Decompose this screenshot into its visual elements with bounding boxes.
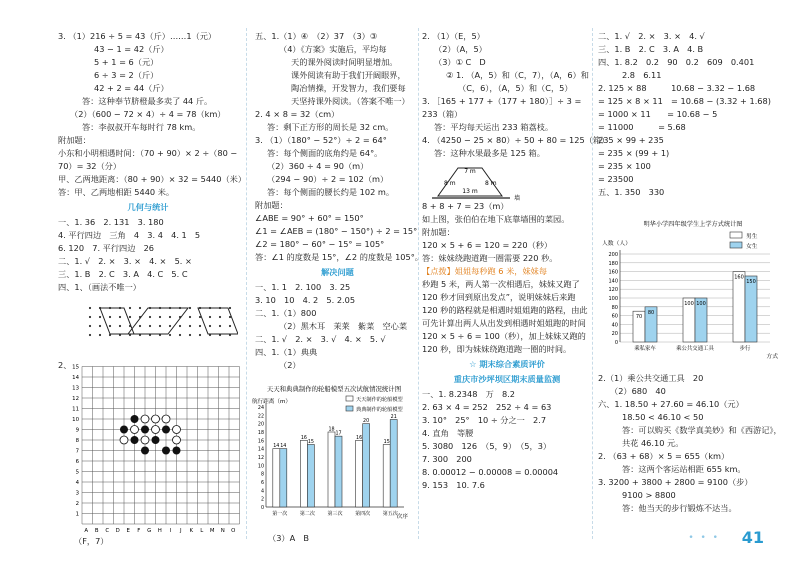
text-line: 陶冶情操，开发智力，我们要每 [291,83,406,93]
grid-dot [189,325,191,327]
y-tick-label: 40 [611,322,618,329]
grid-dot [229,307,231,309]
text-line: （294 − 90）÷ 2 = 102（m） [267,174,389,184]
grid-answer: （F，7） [74,536,109,546]
text-line: ∠ABE = 90° + 60° = 150° [255,213,364,223]
text-line: 3. 10° 25° 10 ÷ 分之一 2.7 [422,415,547,425]
text-line: 2.（1）乘公共交通工具 20 [598,373,704,383]
grid-dot [109,316,111,318]
y-tick-label: 7 [75,448,79,455]
text-line: 附加题： [58,135,91,145]
text-line: （2）（600 − 72 × 4）÷ 4 = 78（km） [70,109,226,119]
text-line: 答：妹妹绕跑道跑一圈需要 220 秒。 [422,253,558,263]
column-divider [592,28,593,539]
white-piece [141,436,149,444]
trap-bottom-label: 13 m [462,188,478,195]
text-line: 答：这种奉节脐橙最多卖了 44 斤。 [82,96,213,106]
data-label: 18 [328,427,335,433]
y-tick-label: 16 [257,439,264,445]
text-line: = 125 × 8 × 11 = 10.68 − (3.32 + 1.68) [598,96,771,106]
x-tick-label: B [94,528,99,534]
text-line: 9100 > 8800 [622,490,676,500]
x-tick-label: I [169,528,172,534]
x-tick-label: 第五次 [382,511,398,517]
bar [733,272,745,342]
grid-dot [209,325,211,327]
text-line: 答：每个侧面的底角约是 64°。 [267,148,383,158]
data-label: 14 [273,444,280,450]
y-tick-label: 22 [257,414,264,420]
data-label: 17 [335,431,342,437]
text-line: 233（箱） [422,109,463,119]
text-line: 答：李叔叔开车每时行 78 km。 [82,122,201,132]
text-line: 5 + 1 = 6（元） [94,57,159,67]
x-tick-label: 第二次 [299,511,315,517]
grid-dot [199,325,201,327]
text-line: 四、1、（画法不唯一） [58,282,141,292]
text-line: ∠1 = ∠AEB = (180° − 150°) ÷ 2 = 15° [255,226,418,236]
text-line: ② 1. （A，5）和（C，7），（A，6）和 [446,70,589,80]
data-label: 15 [383,440,390,445]
text-line: 5. 3080 126 （5，9） （5，3） [422,441,552,451]
y-tick-label: 60 [611,313,618,320]
grid-dot [169,334,171,336]
data-label: 15 [307,440,314,445]
legend-label: 女生 [746,244,758,250]
chart-title: 明华小学四年级学生上学方式统计图 [643,221,743,228]
text-line: 二、1. √ 2. × 3. √ 4. × 5. √ [255,334,386,344]
y-tick-label: 8 [75,438,79,444]
text-line: = 1000 × 11 = 10.68 − 5 [598,109,718,119]
grid-dot [99,325,101,327]
text-line: 一、1. 1 2. 100 3. 25 [255,282,351,292]
x-tick-label: M [209,528,215,534]
text-line: 42 + 2 = 44（斤） [94,83,169,93]
bar [363,424,370,507]
white-piece [131,426,139,434]
y-tick-label: 15 [72,364,79,371]
text-line: 答：∠1 的度数是 15°，∠2 的度数是 105°。 [255,252,423,262]
commute-bar-chart [598,218,788,372]
white-piece [141,415,149,423]
y-tick-label: 5 [75,469,79,476]
grid-dot [179,325,181,327]
y-tick-label: 180 [608,260,618,267]
text-line: 3. ［165 + 177 +（177 + 180）］÷ 3 = [422,96,582,106]
text-line: 120 秒的路程就是相遇时姐姐跑的路程，由此 [422,305,588,315]
black-piece [162,426,170,434]
text-line: 2. （1）（E，5） [422,31,485,41]
bar [300,440,307,507]
column-4-lower [598,372,788,515]
text-line: 可先计算出两人从出发到相遇时姐姐跑的时间 [422,318,586,328]
text-line: 3. （1）216 ÷ 5 = 43（斤）……1（元） [58,31,217,41]
text-line: 70）= 32（分） [58,161,122,171]
text-line: 答：每个侧面的腰长约是 102 m。 [267,187,395,197]
text-line: 附加题： [422,227,455,237]
parallelogram-shape [100,308,134,334]
text-line: 小东和小明相遇时间：（70 + 90）× 2 ÷（80 − [58,148,238,158]
y-tick-label: 11 [72,406,79,413]
bar [390,420,397,508]
text-line: 235 × 99 + 235 [598,135,664,145]
text-line: 课外阅读有助于我们开阔眼界， [291,70,406,80]
x-tick-label: 步行 [739,346,751,352]
y-tick-label: 13 [72,385,79,392]
x-tick-label: A [84,528,89,534]
page-number: 41 [741,528,764,547]
grid-dot [149,325,151,327]
y-tick-label: 20 [611,331,618,338]
text-line: 120 秒才回到原出发点”，说明妹妹后来跑 [422,292,576,302]
text-line: （2）680 40 [610,386,666,396]
y-tick-label: 12 [257,456,264,461]
text-line: 三、1. B 2. C 3. A 4. C 5. C [58,269,188,279]
text-line: （2）（A，5） [434,44,487,54]
grid-dot [119,325,121,327]
grid-dot [139,325,141,327]
x-tick-label: 第四次 [355,511,371,517]
white-piece [162,415,170,423]
grid-dot [159,316,161,318]
parallelogram-shape [128,308,188,334]
legend-swatch-tiantian [346,396,353,401]
text-line: 3. 10 10 4. 2 5. 2.05 [255,295,356,305]
text-line: 3. 3200 + 3800 + 2800 = 9100（步） [598,477,753,487]
data-label: 70 [635,314,643,321]
text-line: = 11000 = 5.68 [598,122,686,132]
text-line: （3）A B [268,533,309,543]
text-line: 2. 4 × 8 = 32（cm） [255,109,340,119]
text-line: = 235 × 100 [598,161,651,171]
text-line: 答：他当天的步行锻炼不达当。 [622,503,737,513]
black-piece [173,447,181,455]
x-tick-label: N [220,528,225,534]
y-tick-label: 6 [75,459,79,465]
text-line: 四、1. 8.2 0.2 90 0.2 609 0.401 [598,57,755,67]
column-4 [598,30,788,199]
grid-dot [119,316,121,318]
x-tick-label: 乘私家车 [634,346,656,352]
y-tick-label: 12 [72,396,79,402]
bar [745,276,757,342]
black-piece [152,436,160,444]
y-tick-label: 20 [257,422,264,428]
legend-label: 男生 [746,234,758,240]
column-1 [58,30,247,294]
y-tick-label: 2 [260,497,264,503]
text-line: = 235 × (99 + 1) [598,148,670,158]
text-line: 六、1. 18.50 + 27.60 = 46.10（元） [598,399,744,409]
white-piece [152,415,160,423]
bar [335,436,342,507]
text-line: 答：可以购买《数学真美妙》和《西游记》， [622,425,782,435]
y-tick-label: 18 [257,431,264,436]
text-line: 答：平均每天运出 233 箱荔枝。 [434,122,554,132]
grid-dot [89,307,91,309]
text-line: （2）360 ÷ 4 = 90（m） [267,161,369,171]
x-tick-label: F [137,528,141,534]
x-tick-label: E [126,528,130,534]
section-heading: ☆ 期末综合素质评价 [469,359,545,369]
black-piece [131,415,139,423]
y-tick-label: 8 [260,472,264,478]
black-piece [131,436,139,444]
bar [356,440,363,507]
text-line: 答：甲、乙两地相距 5440 米。 [58,187,175,197]
legend-swatch-diandian [346,406,353,411]
x-tick-label: L [200,528,204,534]
text-line: 9. 153 10. 7.6 [422,480,485,490]
grid-dot [219,325,221,327]
grid-dot [139,307,141,309]
legend-label: 天天制作的轮船模型 [356,397,403,403]
section-subheading: 重庆市沙坪坝区期末质量监测 [453,374,561,384]
legend-swatch-girls [730,242,742,248]
data-label: 20 [363,419,370,425]
section-heading: 解决问题 [321,267,354,277]
text-line: 答：这种水果最多是 125 箱。 [434,148,545,158]
text-line: 四、1.（1）典典 [255,347,318,357]
text-line: 43 − 1 = 42（斤） [94,44,169,54]
chart-ylabel: 人数（人） [602,241,631,247]
y-tick-label: 6 [260,481,264,486]
text-line: 五、1.（1）④ （2）37 （3）③ [255,31,378,41]
text-line: （3）① C D [434,57,486,67]
grid-dot [159,325,161,327]
y-tick-label: 120 [608,287,618,294]
boat-model-bar-chart [250,383,418,533]
text-line: （2） [279,360,301,370]
grid-dot [89,316,91,318]
trapezoid-diagram [430,162,530,204]
text-line: 3. （1）（180° − 52°）÷ 2 = 64° [255,135,387,145]
bar [383,445,390,508]
chart-ylabel: 航行距离（m） [252,399,292,405]
hint-line: 【点拨】姐姐每秒跑 6 米，妹妹每 [422,266,548,276]
text-line: 6. 120 7. 平行四边 26 [58,243,154,253]
chart-title: 天天和典典制作的轮船模型五次试航情况统计图 [266,385,402,393]
grid-dot [89,334,91,336]
grid-dot [169,325,171,327]
text-line: （C，6），（A，5）和（C，5） [458,83,573,93]
text-line: 五、1. 350 330 [598,187,665,197]
text-line: 18.50 < 46.10 < 50 [622,412,704,422]
y-tick-label: 2 [75,501,79,507]
text-line: 二、1. √ 2. × 3. × 4. × 5. × [58,256,192,266]
white-piece [173,436,181,444]
data-label: 100 [684,301,694,307]
text-line: （2）黑木耳 茉莱 紫菜 空心菜 [279,321,408,331]
text-line: 120 × 5 + 6 = 120 = 220（秒） [422,240,553,250]
text-line: 2. （63 + 68）× 5 = 655（km） [598,451,730,461]
text-line: 2、 [58,360,72,370]
column-2 [255,30,423,372]
y-tick-label: 10 [257,464,264,470]
y-tick-label: 14 [257,447,264,453]
column-3 [422,30,610,492]
text-line: 4. （4250 − 25 × 80）÷ 50 + 80 = 125（箱） [422,135,610,145]
grid-dot [129,316,131,318]
text-line: （4）《方案》实施后，平均每 [279,44,387,54]
y-tick-label: 0 [260,506,264,511]
text-line: 一、1. 36 2. 131 3. 180 [58,217,164,227]
bar [280,449,287,507]
data-label: 14 [280,444,287,450]
bar [307,445,314,508]
dot-grid-figure [88,300,238,358]
text-line: 二、1.（1）800 [255,308,317,318]
text-line: 天的课外阅读时间明显增加。 [291,57,398,67]
wall-label: 墙 [514,195,521,202]
x-tick-label: 第三次 [327,511,343,517]
grid-dot [189,307,191,309]
black-piece [141,426,149,434]
y-tick-label: 14 [72,375,79,381]
x-tick-label: 乘公共交通工具 [676,346,714,352]
trap-right-label: 8 m [485,180,497,187]
bar [328,432,335,507]
y-tick-label: 10 [72,417,79,423]
y-tick-label: 1 [75,511,79,518]
y-tick-label: 140 [608,278,618,285]
text-line: 8. 0.00012 − 0.00008 = 0.00004 [422,467,559,477]
text-line: 2.8 6.11 [622,70,662,80]
text-line: 天坚持课外阅读。（答案不唯一） [291,96,410,106]
grid-dot [169,316,171,318]
grid-dot [129,307,131,309]
text-line: 2. 63 × 4 = 252 252 ÷ 4 = 63 [422,402,552,412]
grid-dot [149,316,151,318]
data-label: 160 [734,274,744,281]
text-line: 如上图，张伯伯在地下底靠墙围的菜园。 [422,214,570,224]
y-tick-label: 3 [75,490,79,497]
coordinate-grid-figure [68,362,246,534]
grid-dot [189,334,191,336]
x-tick-label: G [147,528,152,534]
text-line: 6 ÷ 3 = 2（斤） [94,70,159,80]
grid-dot [199,334,201,336]
black-piece [162,447,170,455]
text-line: 一、1. 8.2348 万 8.2 [422,389,516,399]
page-decoration: • • • [688,533,720,543]
black-piece [141,447,149,455]
y-tick-label: 4 [260,489,264,495]
y-tick-label: 0 [614,340,618,346]
grid-dot [99,334,101,336]
text-line: ∠2 = 180° − 60° − 15° = 105° [255,239,385,249]
text-line: 答：这两个客运站相距 655 km。 [622,464,746,474]
x-tick-label: J [179,528,182,534]
grid-dot [229,325,231,327]
data-label: 150 [746,279,756,285]
legend-swatch-boys [730,232,742,238]
parallelogram-shape [198,308,238,334]
text-line: 附加题： [255,200,288,210]
x-tick-label: 第一次 [272,511,288,517]
text-line: 4. 平行四边 三角 4 3. 4 4. 1 5 [58,230,201,240]
data-label: 80 [647,309,655,316]
grid-dot [189,316,191,318]
section-heading: 几何与统计 [127,202,169,212]
y-tick-label: 100 [608,296,618,302]
text-line: 120 × 5 ÷ 6 = 100（秒），加上妹妹又跑的 [422,331,586,341]
chart-xlabel: 方式 [766,354,778,360]
white-piece [173,426,181,434]
bar [273,449,280,507]
legend-label: 典典制作的轮船模型 [356,407,403,413]
x-tick-label: D [115,528,120,534]
white-piece [152,426,160,434]
grid-dot [209,316,211,318]
data-label: 100 [696,301,706,307]
text-line: 4. 直角 等腰 [422,428,474,438]
grid-dot [109,325,111,327]
text-line: 2. 125 × 88 10.68 − 3.32 − 1.68 [598,83,756,93]
y-tick-label: 24 [257,406,264,411]
text-line: 二、1. √ 2. × 3. × 4. √ [598,31,705,41]
x-tick-label: C [105,528,110,534]
text-line: 7. 300 200 [422,454,472,464]
trap-left-label: 8 m [444,180,456,187]
text-line: 8 + 8 + 7 = 23（m） [422,201,509,211]
text-line: 秒跑 5 米，两人第一次相遇后，妹妹又跑了 [422,279,580,289]
grid-dot [99,316,101,318]
text-line: 答：剩下正方形的周长是 32 cm。 [267,122,394,132]
black-piece [120,426,128,434]
data-label: 21 [390,415,397,420]
data-label: 16 [356,435,363,441]
x-tick-label: H [157,528,162,534]
y-tick-label: 80 [611,304,618,311]
white-piece [120,436,128,444]
text-line: 三、1. B 2. C 3. A 4. B [598,44,704,54]
column-divider [246,28,247,539]
y-tick-label: 9 [75,427,79,434]
grid-dot [219,316,221,318]
grid-dot [179,334,181,336]
x-tick-label: O [231,528,236,534]
y-tick-label: 160 [608,269,618,276]
x-tick-label: K [189,528,194,534]
text-line: 120 秒，即为妹妹绕跑道跑一圈的时间。 [422,344,572,354]
chart-xlabel: 次序 [396,514,408,520]
grid-dot [89,325,91,327]
text-line: 共花 46.10 元。 [622,438,684,448]
trap-top-label: 7 m [464,168,476,175]
text-line: = 23500 [598,174,634,184]
y-tick-label: 200 [608,252,618,258]
data-label: 16 [300,435,307,441]
text-line: 甲、乙两地距离：（80 + 90）× 32 = 5440（米） [58,174,247,184]
y-tick-label: 4 [75,480,79,486]
